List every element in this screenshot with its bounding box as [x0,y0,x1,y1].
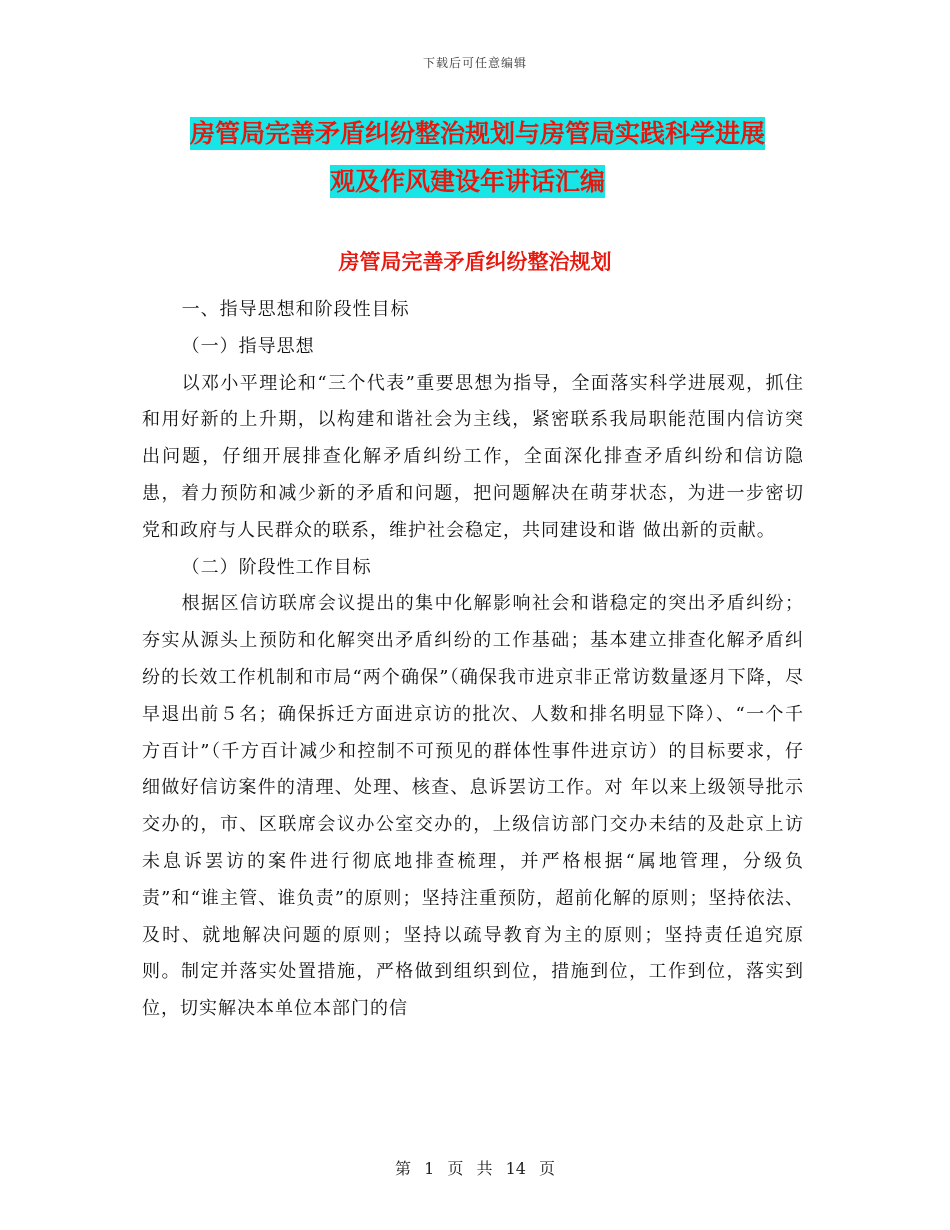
paragraph-guiding-ideology: 以邓小平理论和“三个代表”重要思想为指导，全面落实科学进展观，抓住和用好新的上升期，以构建和谐社会为主线，紧密联系我局职能范围内信访突出问题，仔细开展排查化解矛盾纠纷工作，全面深化排查矛盾纠纷和信访隐患，着力预防和减少新的矛盾和问题，把问题解决在萌芽状态，为进一步密切党和政府与人民群众的联系，维护社会稳定，共同建设和谐 做出新的贡献。 [142,372,804,541]
footer-total-pages: 14 [505,1159,526,1178]
title-line-2-text: 观及作风建设年讲话汇编 [330,167,606,196]
paragraph-phase-goals: 根据区信访联席会议提出的集中化解影响社会和谐稳定的突出矛盾纠纷；夯实从源头上预防和化解突出矛盾纠纷的工作基础；基本建立排查化解矛盾纠纷的长效工作机制和市局“两个确保”（确保我市进京非正常访数量逐月下降，尽早退出前５名；确保拆迁方面进京访的批次、人数和排名明显下降）、“一个千方百计”（千方百计减少和控制不可预见的群体性事件进京访）的目标要求，仔细做好信访案件的清理、处理、核查、息诉罢访工作。对 年以来上级领导批示交办的，市、区联席会议办公室交办的，上级信访部门交办未结的及赴京上访未息诉罢访的案件进行彻底地排查梳理，并严格根据“属地管理，分级负责”和“谁主管、谁负责”的原则；坚持注重预防，超前化解的原则；坚持依法、及时、就地解决问题的原则；坚持以疏导教育为主的原则；坚持责任追究原则。制定并落实处置措施，严格做到组织到位，措施到位，工作到位，落实到位，切实解决本单位本部门的信 [142,593,804,1020]
heading-phase-goals: （二）阶段性工作目标 [181,556,372,578]
footer-suffix: 页 [539,1159,556,1178]
header-note: 下载后可任意编辑 [422,56,527,70]
title-line-2 [190,158,810,206]
document-body [142,292,804,1028]
section-title: 房管局完善矛盾纠纷整治规划 [338,250,612,274]
footer-mid2: 共 [476,1159,493,1178]
footer-prefix: 第 [394,1159,411,1178]
page-footer [0,1156,950,1179]
title-line-1 [190,110,810,158]
footer-page-number: 1 [424,1159,435,1178]
heading-guiding-ideology: （一）指导思想 [181,335,315,357]
footer-mid1: 页 [447,1159,464,1178]
heading-guiding-ideology-and-goals: 一、指导思想和阶段性目标 [181,299,410,320]
document-title [190,110,810,206]
title-line-1-text: 房管局完善矛盾纠纷整治规划与房管局实践科学进展 [190,119,766,148]
